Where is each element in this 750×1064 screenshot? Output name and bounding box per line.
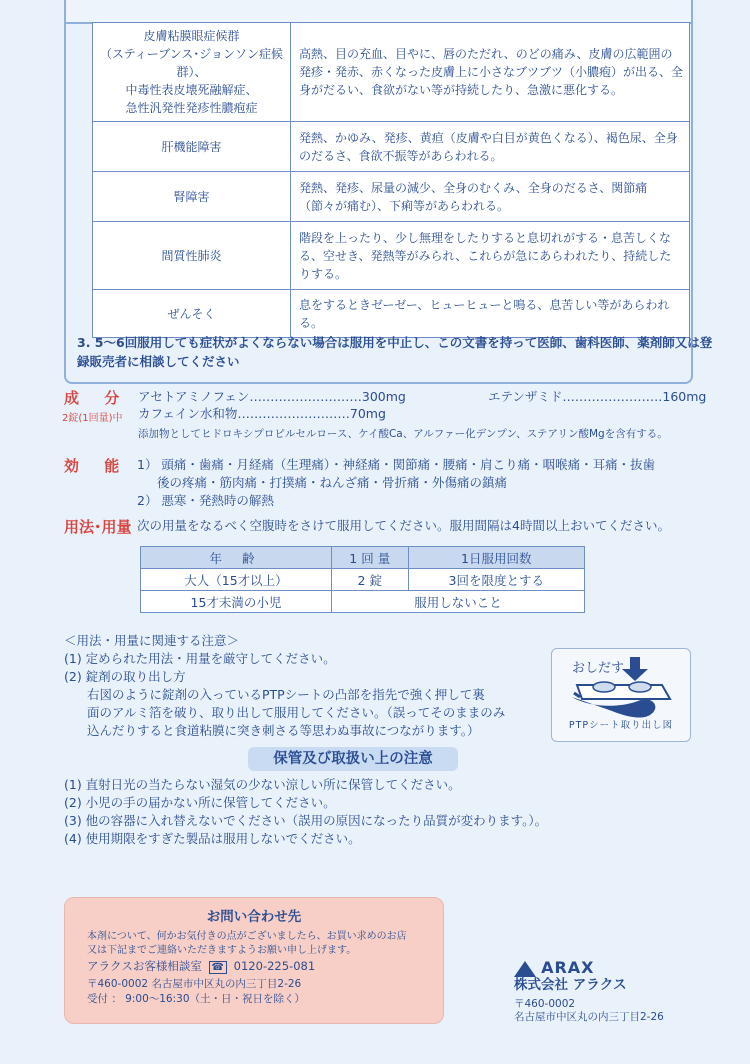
storage-item: (4) 使用期限をすぎた製品は服用しないでください。 — [64, 831, 361, 846]
phone-number[interactable]: 0120-225-081 — [233, 959, 316, 973]
symptom-description: 発熱、かゆみ、発疹、黄疸（皮膚や白目が黄色くなる）、褐色尿、全身のだるさ、食欲不振等があらわれる。 — [291, 122, 690, 172]
contact-box — [64, 897, 444, 1024]
table-row — [141, 591, 585, 613]
symptom-description: 階段を上ったり、少し無理をしたりすると息切れがする・息苦しくなる、空せき、発熱等がみられ、これらが急にあらわれたり、持続したりする。 — [291, 222, 690, 290]
symptom-name: 腎障害 — [93, 172, 291, 222]
logo-mark-icon — [514, 961, 536, 977]
efficacy-line: 2） 悪寒・発熱時の解熱 — [137, 493, 274, 508]
press-label: おしだす — [572, 661, 625, 676]
side-effects-table — [92, 22, 690, 338]
symptom-description: 息をするときゼーゼー、ヒューヒューと鳴る、息苦しい等があらわれる。 — [291, 290, 690, 338]
contact-phone-line — [87, 958, 315, 974]
company-name: 株式会社 アラクス — [514, 977, 627, 993]
company-address: 名古屋市中区丸の内三丁目2-26 — [514, 1011, 664, 1023]
note-cell: 服用しないこと — [331, 591, 584, 613]
ingredient-item: アセトアミノフェン………………………300mg — [138, 389, 406, 404]
contact-title: お問い合わせ先 — [206, 909, 302, 925]
table-row — [93, 222, 690, 290]
dosage-label: 用法･用量 — [64, 518, 132, 536]
office-name: アラクスお客様相談室 — [87, 959, 202, 973]
storage-item: (1) 直射日光の当たらない湿気の少ない涼しい所に保管してください。 — [64, 777, 461, 792]
storage-item: (2) 小児の手の届かない所に保管してください。 — [64, 795, 336, 810]
precaution-line: 右図のように錠剤の入っているPTPシートの凸部を指先で強く押して裏 — [87, 687, 485, 702]
header-times: 1日服用回数 — [408, 547, 584, 569]
header-age: 年 齢 — [141, 547, 332, 569]
dosage-text: 次の用量をなるべく空腹時をさけて服用してください。服用間隔は4時間以上おいてください。 — [137, 518, 670, 533]
contact-address: 〒460-0002 名古屋市中区丸の内三丁目2-26 — [87, 978, 302, 990]
storage-title: 保管及び取扱い上の注意 — [248, 747, 458, 771]
ptp-caption: PTPシート取り出し図 — [568, 720, 674, 731]
symptom-name: 肝機能障害 — [93, 122, 291, 172]
table-row — [93, 172, 690, 222]
efficacy-line: 1） 頭痛・歯痛・月経痛（生理痛）・神経痛・関節痛・腰痛・肩こり痛・咽喉痛・耳痛・抜歯 — [137, 457, 656, 472]
ingredient-item: カフェイン水和物………………………70mg — [138, 406, 386, 421]
header-dose: 1 回 量 — [331, 547, 408, 569]
symptom-description: 高熱、目の充血、目やに、唇のただれ、のどの痛み、皮膚の広範囲の発疹・発赤、赤くなった皮膚上に小さなブツブツ（小膿疱）が出る、全身がだるい、食欲がない等が持続したり、急激に悪化する。 — [291, 23, 690, 122]
arax-logo: ARAX — [514, 958, 595, 977]
ptp-illustration — [551, 648, 691, 742]
symptom-name: ぜんそく — [93, 290, 291, 338]
times-cell: 3回を限度とする — [408, 569, 584, 591]
symptom-description: 発熱、発疹、尿量の減少、全身のむくみ、全身のだるさ、関節痛（節々が痛む）、下痢等があらわれる。 — [291, 172, 690, 222]
age-cell: 15才未満の小児 — [141, 591, 332, 613]
table-row — [93, 122, 690, 172]
precautions-title: ＜用法・用量に関連する注意＞ — [64, 633, 240, 648]
dose-cell: 2 錠 — [331, 569, 408, 591]
efficacy-label: 効 能 — [64, 457, 130, 475]
contact-body: 本剤について、何かお気付きの点がございましたら、お買い求めのお店 — [87, 931, 407, 942]
efficacy-line: 後の疼痛・筋肉痛・打撲痛・ねんざ痛・骨折痛・外傷痛の鎮痛 — [157, 475, 508, 490]
dosage-table — [140, 546, 585, 613]
storage-item: (3) 他の容器に入れ替えないでください（誤用の原因になったり品質が変わります。）。 — [64, 813, 548, 828]
contact-hours: 受付 ： 9:00～16:30（土・日・祝日を除く） — [87, 993, 306, 1005]
table-row — [93, 23, 690, 122]
ingredients-label: 成 分 — [64, 389, 130, 407]
company-postal: 〒460-0002 — [514, 998, 576, 1010]
ingredient-item: エテンザミド……………………160mg — [488, 389, 707, 404]
additives-text: 添加物としてヒドロキシプロピルセルロース、ケイ酸Ca、アルファー化デンプン、ステアリン酸Mgを含有する。 — [138, 428, 668, 440]
note-3: 3. 5～6回服用しても症状がよくならない場合は服用を中止し、この文書を持って医師、歯科医師、薬剤師又は登録販売者に相談してください — [77, 335, 713, 369]
table-row — [93, 290, 690, 338]
precaution-item: (2) 錠剤の取り出し方 — [64, 669, 186, 684]
table-header-row — [141, 547, 585, 569]
frame-top — [64, 0, 693, 24]
precaution-line: 面のアルミ箔を破り、取り出して服用してください。（誤ってそのままのみ — [87, 705, 506, 720]
phone-icon: ☎ — [209, 961, 227, 974]
precaution-line: 込んだりすると食道粘膜に突き刺さる等思わぬ事故につながります。） — [87, 723, 480, 738]
table-row — [141, 569, 585, 591]
precaution-item: (1) 定められた用法・用量を厳守してください。 — [64, 651, 336, 666]
age-cell: 大人（15才以上） — [141, 569, 332, 591]
symptom-name: 間質性肺炎 — [93, 222, 291, 290]
symptom-name: 皮膚粘膜眼症候群 （スティーブンス･ジョンソン症候群）、 中毒性表皮壊死融解症、 急性汎発性発疹性膿疱症 — [93, 23, 291, 122]
ingredients-sub: 2錠(1回量)中 — [62, 413, 123, 424]
contact-body: 又は下記までご連絡いただきますようお願い申し上げます。 — [87, 945, 357, 956]
